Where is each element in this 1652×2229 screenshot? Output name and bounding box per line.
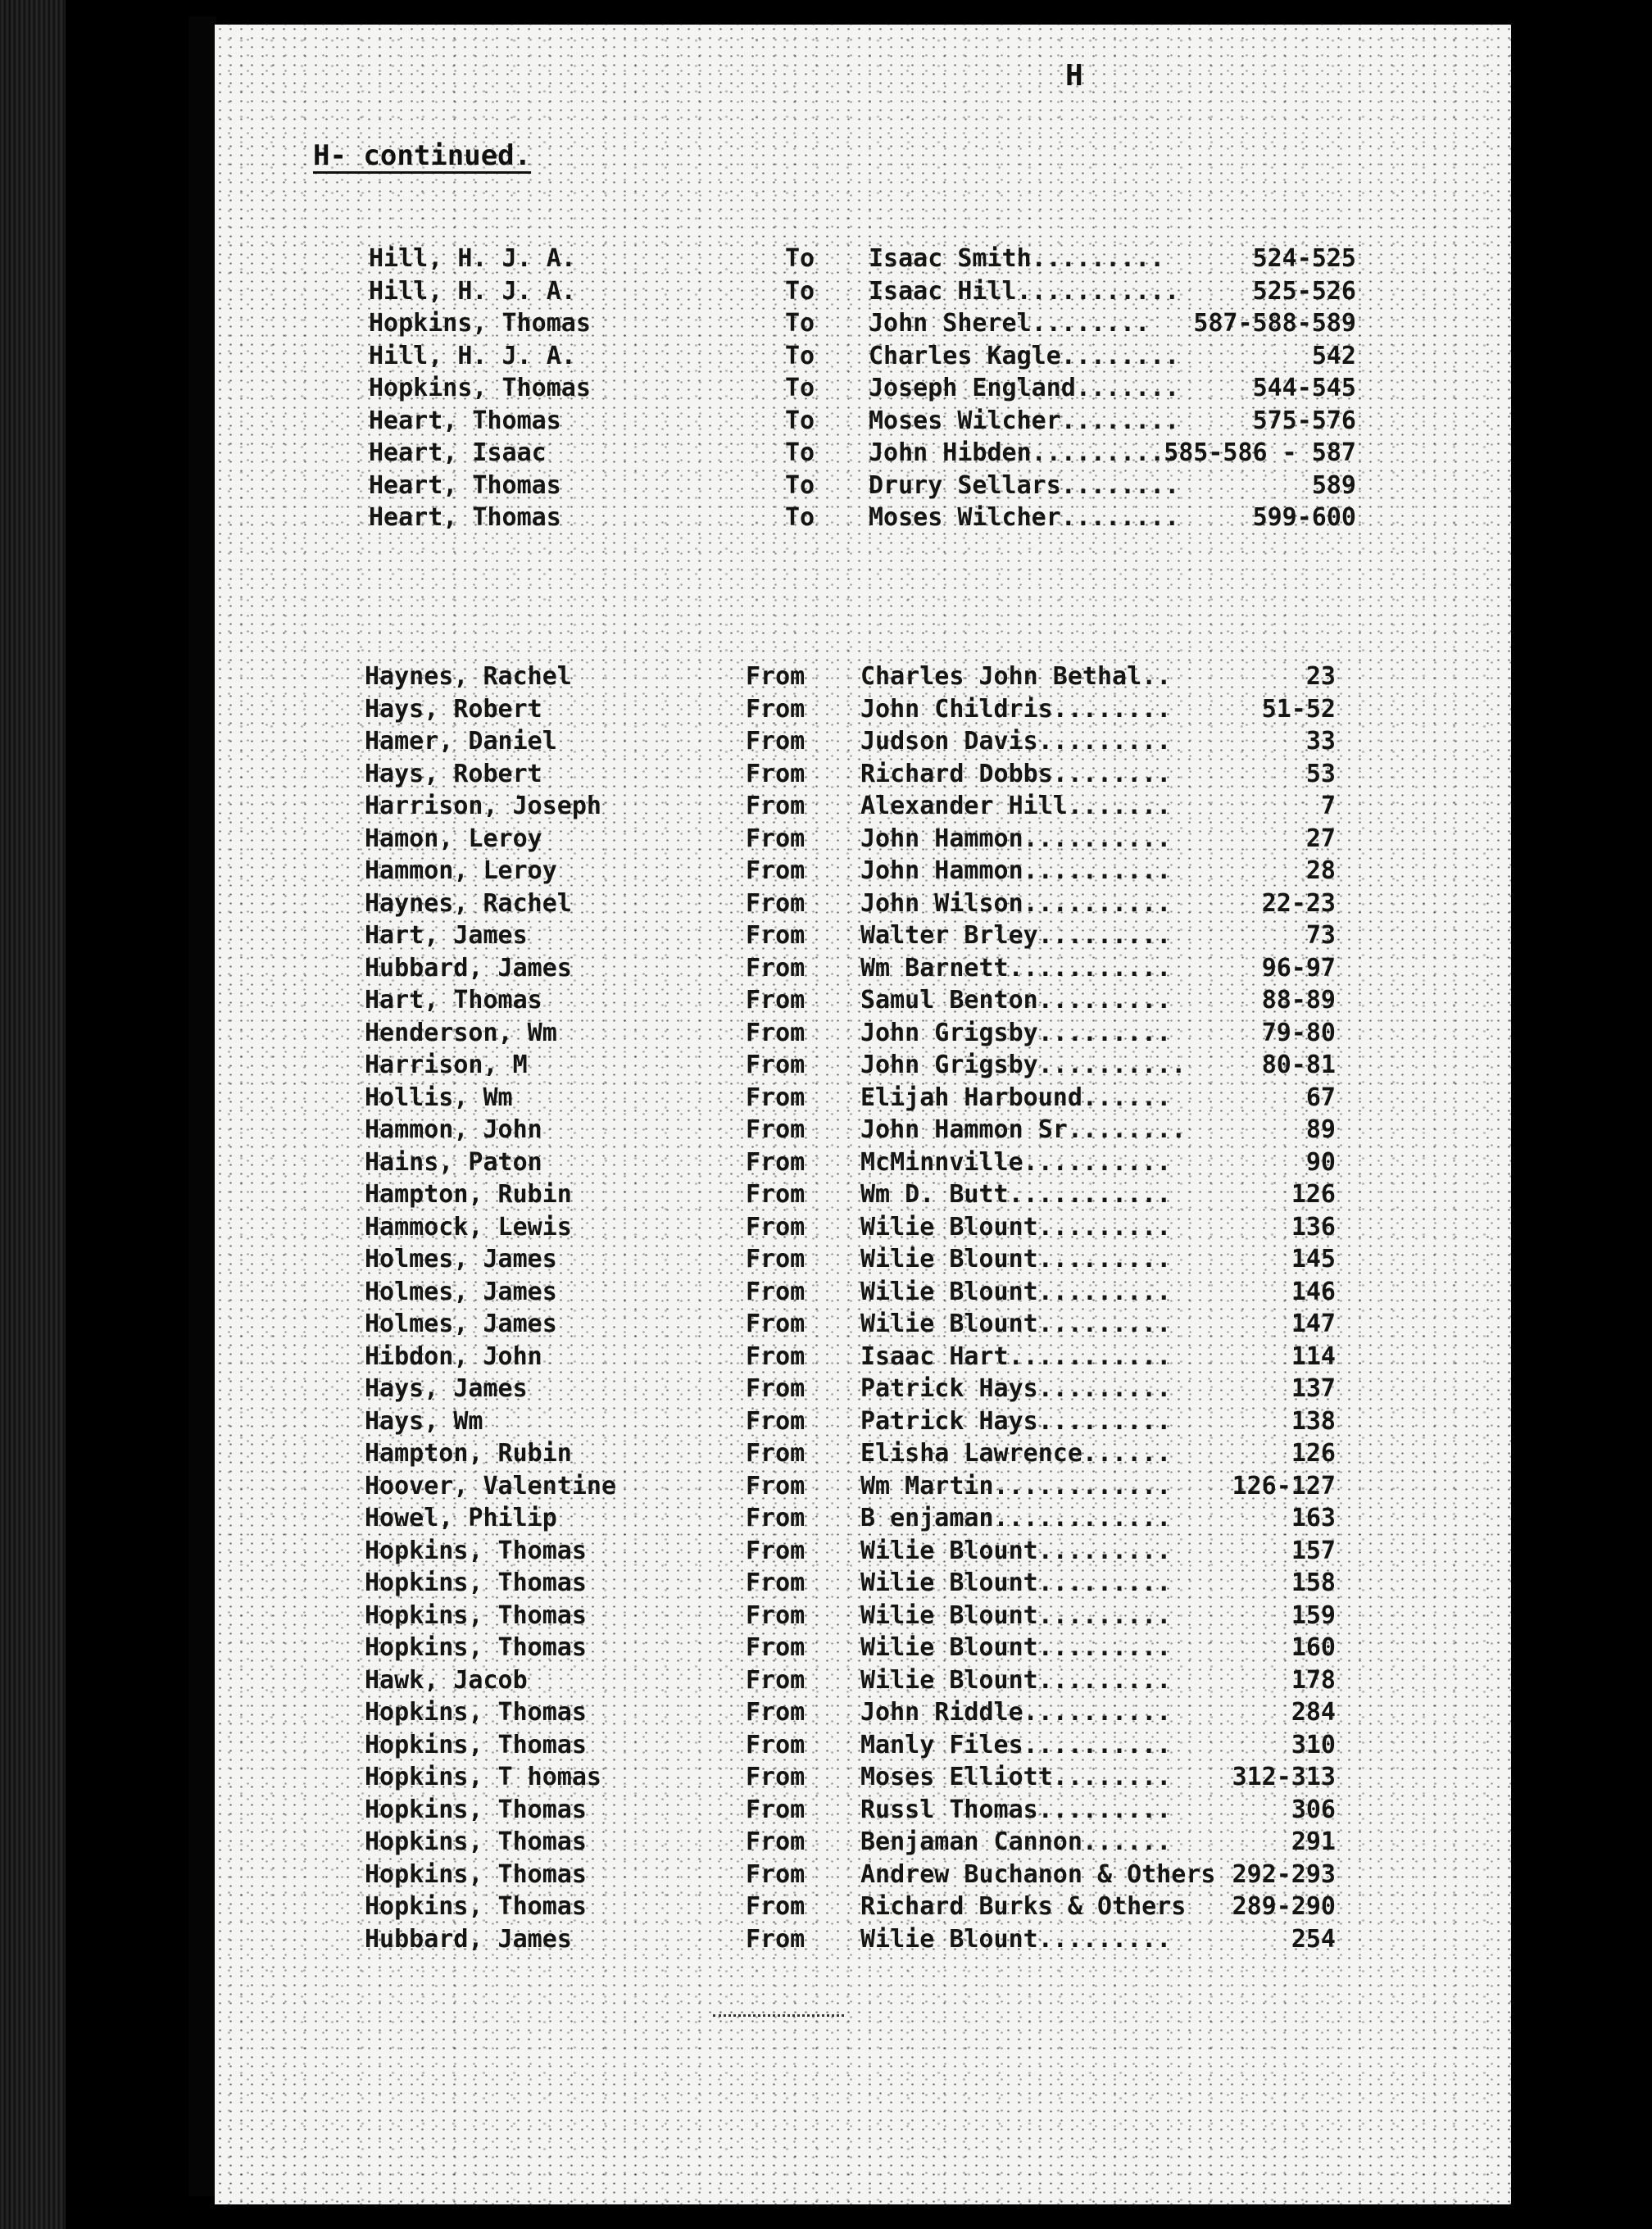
entry-direction: From xyxy=(746,1277,806,1306)
entry-party: Wilie Blount......... xyxy=(860,1310,1172,1338)
entry-party: Walter Brley......... xyxy=(860,921,1172,950)
entry-party: Moses Elliott........ xyxy=(860,1763,1172,1791)
entry-name: Hopkins, Thomas xyxy=(365,1859,587,1889)
entry-name: Hays, Wm xyxy=(365,1406,483,1436)
entry-party: Wm Martin............ xyxy=(860,1471,1172,1500)
entry-direction: From xyxy=(746,1730,806,1759)
entry-party: John Grigsby.......... xyxy=(860,1051,1187,1079)
entry-name: Hubbard, James xyxy=(365,953,572,983)
entry-name: Harrison, Joseph xyxy=(365,792,601,820)
entry-party: Manly Files.......... xyxy=(860,1730,1172,1759)
entry-party: Patrick Hays......... xyxy=(860,1406,1172,1436)
entry-party: B enjaman............ xyxy=(860,1504,1172,1532)
entry-pages: 157 xyxy=(1291,1536,1336,1565)
entry-pages: 147 xyxy=(1291,1310,1336,1338)
entry-direction: To xyxy=(785,244,815,273)
entry-name: Hamer, Daniel xyxy=(365,727,557,756)
page-letter: H xyxy=(1065,59,1083,93)
entry-name: Hart, James xyxy=(365,921,528,950)
entry-direction: From xyxy=(746,1341,806,1371)
entry-party: Wilie Blount......... xyxy=(860,1633,1172,1662)
entry-party: Wilie Blount......... xyxy=(860,1665,1172,1695)
entry-pages: 51-52 xyxy=(1261,694,1336,724)
entry-pages: 160 xyxy=(1291,1633,1336,1662)
entry-party: Drury Sellars........ xyxy=(869,470,1180,500)
entry-pages: 27 xyxy=(1305,824,1336,853)
entry-party: Russl Thomas......... xyxy=(860,1795,1172,1824)
entry-direction: From xyxy=(746,1827,806,1856)
entry-pages: 126-127 xyxy=(1232,1471,1336,1500)
entry-pages: 158 xyxy=(1291,1568,1336,1597)
entry-direction: From xyxy=(746,1083,806,1112)
entry-pages: 544-545 xyxy=(1252,374,1356,402)
entry-direction: From xyxy=(746,1471,806,1500)
entry-direction: From xyxy=(746,1504,806,1532)
entry-direction: From xyxy=(746,1892,806,1921)
entry-name: Holmes, James xyxy=(365,1245,557,1273)
entry-direction: From xyxy=(746,1439,806,1468)
entry-name: Hill, H. J. A. xyxy=(369,244,576,273)
entry-pages: 163 xyxy=(1291,1504,1336,1532)
entry-name: Hammon, Leroy xyxy=(365,856,557,885)
entry-party: Patrick Hays......... xyxy=(860,1374,1172,1403)
entry-pages: 114 xyxy=(1291,1341,1336,1371)
entry-party: Wilie Blount......... xyxy=(860,1245,1172,1273)
entry-direction: From xyxy=(746,1859,806,1889)
entry-name: Hopkins, Thomas xyxy=(365,1730,587,1759)
entry-direction: From xyxy=(746,792,806,820)
entry-name: Hart, Thomas xyxy=(365,986,542,1015)
entry-pages: 88-89 xyxy=(1261,986,1336,1015)
entry-party: Moses Wilcher........ xyxy=(869,503,1180,532)
entry-name: Hopkins, Thomas xyxy=(365,1600,587,1630)
entry-pages: 79-80 xyxy=(1261,1018,1336,1047)
entry-pages: 67 xyxy=(1305,1083,1336,1112)
entry-direction: From xyxy=(746,759,806,788)
entry-name: Holmes, James xyxy=(365,1277,557,1306)
entry-pages: 137 xyxy=(1291,1374,1336,1403)
entry-direction: From xyxy=(746,986,806,1015)
entry-direction: From xyxy=(746,1698,806,1727)
entry-party: Richard Dobbs........ xyxy=(860,759,1172,788)
entry-name: Heart, Isaac xyxy=(369,438,547,467)
entry-party: John Wilson.......... xyxy=(860,888,1172,918)
entry-name: Hibdon, John xyxy=(365,1341,542,1371)
entry-pages: 310 xyxy=(1291,1730,1336,1759)
entry-direction: From xyxy=(746,1051,806,1079)
entry-name: Hays, Robert xyxy=(365,759,542,788)
entry-pages: 542 xyxy=(1311,341,1356,370)
entry-name: Hampton, Rubin xyxy=(365,1439,572,1468)
entry-party: John Riddle.......... xyxy=(860,1698,1172,1727)
entry-name: Hopkins, Thomas xyxy=(365,1568,587,1597)
entry-party: John Hammon.......... xyxy=(860,824,1172,853)
entry-direction: From xyxy=(746,1600,806,1630)
entry-party: Isaac Hill........... xyxy=(869,276,1180,306)
entry-party: Alexander Hill....... xyxy=(860,792,1172,820)
entry-name: Hays, Robert xyxy=(365,694,542,724)
entry-pages: 524-525 xyxy=(1252,244,1356,273)
entry-pages: 136 xyxy=(1291,1212,1336,1242)
entry-direction: From xyxy=(746,1018,806,1047)
entry-pages: 289-290 xyxy=(1232,1892,1336,1921)
entry-party: Joseph England....... xyxy=(869,374,1180,402)
entry-direction: To xyxy=(785,438,815,467)
end-rule xyxy=(713,2014,844,2017)
entry-party: Richard Burks & Others xyxy=(860,1892,1187,1921)
entry-party: Charles John Bethal.. xyxy=(860,662,1172,691)
entry-direction: From xyxy=(746,824,806,853)
entry-pages: 291 xyxy=(1291,1827,1336,1856)
entry-pages: 284 xyxy=(1291,1698,1336,1727)
entry-direction: From xyxy=(746,694,806,724)
entry-party: John Hibden.......... xyxy=(869,438,1180,467)
entry-pages: 589 xyxy=(1311,470,1356,500)
entry-direction: From xyxy=(746,727,806,756)
entry-direction: From xyxy=(746,1310,806,1338)
entry-party: Andrew Buchanon & Others xyxy=(860,1859,1216,1889)
entry-pages: 22-23 xyxy=(1261,888,1336,918)
entry-name: Hopkins, Thomas xyxy=(365,1795,587,1824)
entry-direction: To xyxy=(785,341,815,370)
entry-direction: From xyxy=(746,856,806,885)
entry-party: John Hammon Sr........ xyxy=(860,1115,1187,1144)
entry-party: McMinnville.......... xyxy=(860,1147,1172,1177)
entry-party: Wilie Blount......... xyxy=(860,1600,1172,1630)
entry-direction: To xyxy=(785,470,815,500)
entry-name: Hopkins, Thomas xyxy=(365,1536,587,1565)
entry-pages: 90 xyxy=(1305,1147,1336,1177)
entry-party: Charles Kagle........ xyxy=(869,341,1180,370)
entry-party: Elisha Lawrence...... xyxy=(860,1439,1172,1468)
entry-pages: 146 xyxy=(1291,1277,1336,1306)
entry-pages: 292-293 xyxy=(1232,1859,1336,1889)
entry-name: Holmes, James xyxy=(365,1310,557,1338)
entry-party: John Sherel........ xyxy=(869,309,1150,338)
entry-pages: 23 xyxy=(1305,662,1336,691)
entry-name: Hopkins, Thomas xyxy=(369,374,591,402)
entry-pages: 575-576 xyxy=(1252,406,1356,435)
entry-name: Hammock, Lewis xyxy=(365,1212,572,1242)
entry-pages: 96-97 xyxy=(1261,953,1336,983)
scan-left-edge xyxy=(0,0,66,2229)
entry-name: Hopkins, T homas xyxy=(365,1763,601,1791)
entry-name: Hill, H. J. A. xyxy=(369,341,576,370)
entry-direction: From xyxy=(746,1568,806,1597)
entry-pages: 587-588-589 xyxy=(1193,309,1356,338)
entry-direction: From xyxy=(746,1795,806,1824)
entry-name: Hill, H. J. A. xyxy=(369,276,576,306)
entry-party: Samul Benton......... xyxy=(860,986,1172,1015)
entry-pages: 585-586 - 587 xyxy=(1164,438,1356,467)
entry-direction: From xyxy=(746,921,806,950)
entry-direction: From xyxy=(746,1147,806,1177)
entry-name: Hopkins, Thomas xyxy=(365,1633,587,1662)
entry-party: John Hammon.......... xyxy=(860,856,1172,885)
entry-name: Hollis, Wm xyxy=(365,1083,513,1112)
entry-party: Moses Wilcher........ xyxy=(869,406,1180,435)
entry-party: Wilie Blount......... xyxy=(860,1536,1172,1565)
entry-direction: From xyxy=(746,1763,806,1791)
entry-name: Hopkins, Thomas xyxy=(369,309,591,338)
entry-name: Heart, Thomas xyxy=(369,406,561,435)
entry-pages: 178 xyxy=(1291,1665,1336,1695)
entry-direction: From xyxy=(746,1924,806,1954)
entry-name: Hopkins, Thomas xyxy=(365,1827,587,1856)
entry-name: Heart, Thomas xyxy=(369,503,561,532)
entry-name: Hopkins, Thomas xyxy=(365,1698,587,1727)
entry-party: Isaac Hart........... xyxy=(860,1341,1172,1371)
entry-pages: 7 xyxy=(1320,792,1336,820)
entry-name: Henderson, Wm xyxy=(365,1018,557,1047)
entry-name: Howel, Philip xyxy=(365,1504,557,1532)
entry-direction: From xyxy=(746,1115,806,1144)
entry-pages: 599-600 xyxy=(1252,503,1356,532)
entry-party: Benjaman Cannon...... xyxy=(860,1827,1172,1856)
entry-name: Hains, Paton xyxy=(365,1147,542,1177)
entry-name: Hammon, John xyxy=(365,1115,542,1144)
entry-name: Heart, Thomas xyxy=(369,470,561,500)
entry-direction: From xyxy=(746,1536,806,1565)
entry-pages: 525-526 xyxy=(1252,276,1356,306)
entry-pages: 126 xyxy=(1291,1180,1336,1209)
entry-pages: 89 xyxy=(1305,1115,1336,1144)
entry-pages: 138 xyxy=(1291,1406,1336,1436)
entry-pages: 145 xyxy=(1291,1245,1336,1273)
entry-pages: 28 xyxy=(1305,856,1336,885)
entry-name: Haynes, Rachel xyxy=(365,662,572,691)
entry-pages: 159 xyxy=(1291,1600,1336,1630)
entry-pages: 312-313 xyxy=(1232,1763,1336,1791)
entry-direction: From xyxy=(746,1406,806,1436)
scan-binding-shadow xyxy=(188,16,216,2196)
section-title: H- continued. xyxy=(313,139,532,172)
entry-party: John Childris........ xyxy=(860,694,1172,724)
entry-pages: 73 xyxy=(1305,921,1336,950)
entry-party: Wilie Blount......... xyxy=(860,1924,1172,1954)
entry-name: Haynes, Rachel xyxy=(365,888,572,918)
entry-party: Wm Barnett........... xyxy=(860,953,1172,983)
entry-party: John Grigsby......... xyxy=(860,1018,1172,1047)
entry-party: Wilie Blount......... xyxy=(860,1568,1172,1597)
entry-party: Judson Davis......... xyxy=(860,727,1172,756)
entry-direction: From xyxy=(746,1374,806,1403)
entry-direction: To xyxy=(785,503,815,532)
entry-name: Hoover, Valentine xyxy=(365,1471,617,1500)
entry-direction: From xyxy=(746,1665,806,1695)
entry-direction: From xyxy=(746,1245,806,1273)
entry-name: Hopkins, Thomas xyxy=(365,1892,587,1921)
entry-pages: 306 xyxy=(1291,1795,1336,1824)
entry-pages: 80-81 xyxy=(1261,1051,1336,1079)
entry-party: Wilie Blount......... xyxy=(860,1277,1172,1306)
entry-party: Wilie Blount......... xyxy=(860,1212,1172,1242)
entry-direction: From xyxy=(746,662,806,691)
entry-name: Hawk, Jacob xyxy=(365,1665,528,1695)
entry-pages: 33 xyxy=(1305,727,1336,756)
entry-name: Harrison, M xyxy=(365,1051,528,1079)
entry-name: Hays, James xyxy=(365,1374,528,1403)
entry-direction: From xyxy=(746,888,806,918)
entry-name: Hampton, Rubin xyxy=(365,1180,572,1209)
entry-direction: From xyxy=(746,953,806,983)
entry-pages: 126 xyxy=(1291,1439,1336,1468)
entry-direction: To xyxy=(785,374,815,402)
entry-direction: To xyxy=(785,276,815,306)
entry-party: Elijah Harbound...... xyxy=(860,1083,1172,1112)
entry-pages: 254 xyxy=(1291,1924,1336,1954)
entry-party: Wm D. Butt........... xyxy=(860,1180,1172,1209)
entry-name: Hamon, Leroy xyxy=(365,824,542,853)
entry-direction: From xyxy=(746,1180,806,1209)
entry-direction: To xyxy=(785,406,815,435)
entry-direction: From xyxy=(746,1633,806,1662)
entry-party: Isaac Smith......... xyxy=(869,244,1165,273)
entry-pages: 53 xyxy=(1305,759,1336,788)
entry-direction: To xyxy=(785,309,815,338)
entry-name: Hubbard, James xyxy=(365,1924,572,1954)
entry-direction: From xyxy=(746,1212,806,1242)
